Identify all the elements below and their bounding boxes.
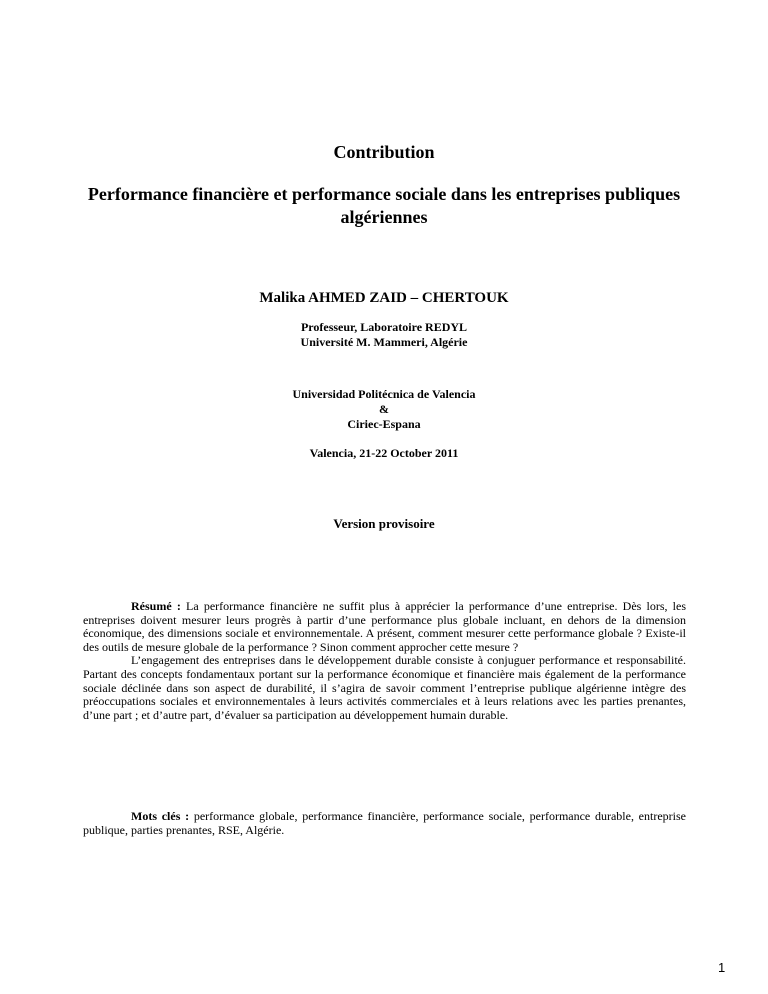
conference-venue bbox=[0, 387, 768, 432]
venue-university: Universidad Politécnica de Valencia bbox=[292, 387, 476, 401]
section-heading: Contribution bbox=[333, 142, 435, 162]
page-number: 1 bbox=[718, 960, 726, 975]
abstract-label: Résumé : bbox=[131, 599, 181, 613]
abstract-paragraph-1 bbox=[83, 600, 686, 654]
abstract-paragraph-2: L’engagement des entreprises dans le développement durable consiste à conjuguer performance et responsabilité. Partant des concepts fondamentaux portant sur la performance économique et financière mais également de la performance sociale déclinée dans son aspect de durabilité, il s’agira de savoir comment l’entreprise publique algérienne intègre des préoccupations sociales et environnementales à leurs activités commerciales et à leurs relations avec les parties prenantes, d’une part ; et d’autre part, d’évaluer sa participation au développement humain durable. bbox=[83, 653, 686, 722]
affiliation-university: Université M. Mammeri, Algérie bbox=[300, 335, 468, 349]
venue-ampersand: & bbox=[379, 402, 389, 416]
conference-dates: Valencia, 21-22 October 2011 bbox=[309, 446, 459, 460]
paper-title: Performance financière et performance sociale dans les entreprises publiques algériennes bbox=[87, 184, 681, 227]
abstract bbox=[83, 600, 686, 722]
keywords-text: performance globale, performance financière, performance sociale, performance durable, entreprise publique, parties prenantes, RSE, Algérie. bbox=[83, 809, 686, 837]
keywords-label: Mots clés : bbox=[131, 809, 190, 823]
keywords-paragraph bbox=[83, 810, 686, 837]
abstract-text-1: La performance financière ne suffit plus à apprécier la performance d’une entreprise. Dès lors, les entreprises doivent mesurer leurs progrès à partir d’une performance plus globale incluant, en dehors de la dimension économique, des dimensions sociale et environnementale. A présent, comment mesurer cette performance globale ? Existe-il des outils de mesure globale de la performance ? Sinon comment approcher cette mesure ? bbox=[83, 599, 686, 654]
author-name: Malika AHMED ZAID – CHERTOUK bbox=[259, 290, 509, 306]
affiliation-lab: Professeur, Laboratoire REDYL bbox=[300, 320, 468, 334]
venue-organization: Ciriec-Espana bbox=[347, 417, 421, 431]
author-affiliation bbox=[0, 320, 768, 350]
version-status: Version provisoire bbox=[333, 516, 435, 531]
keywords bbox=[83, 810, 686, 837]
